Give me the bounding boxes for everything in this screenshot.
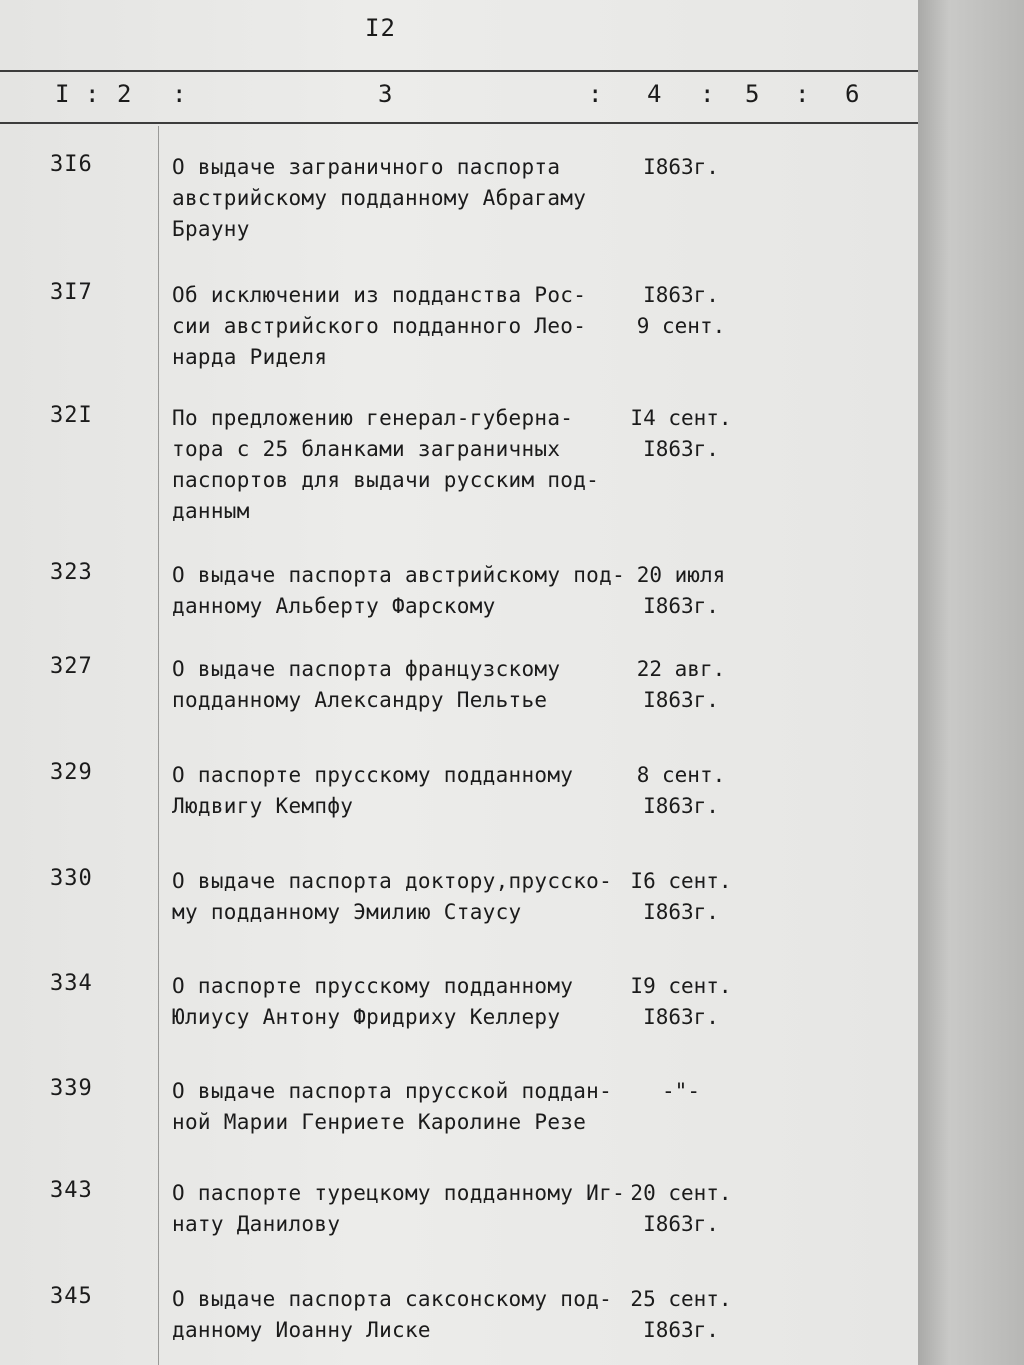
case-date: I863г. [643,155,719,179]
case-title: О выдаче паспорта французскому подданному Александру Пельтье [172,657,561,712]
case-title: О выдаче паспорта австрийскому под- данному Альберту Фарскому [172,563,626,618]
case-number: 330 [50,866,93,891]
case-number: 329 [50,760,93,785]
page-edge-background [918,0,1024,1365]
header-sep-3: : [588,80,603,108]
case-number: 323 [50,560,93,585]
page-number: I2 [365,14,396,42]
header-col-3: 3 [378,80,393,108]
column-divider [158,126,159,1365]
header-col-2: 2 [117,80,132,108]
header-bottom-rule [0,122,918,124]
header-sep-4: : [700,80,715,108]
header-col-4: 4 [647,80,662,108]
case-title: О выдаче заграничного паспорта австрийскому подданному Абрагаму Брауну [172,155,587,241]
case-title: О выдаче паспорта доктору,прусско- му подданному Эмилию Стаусу [172,869,613,924]
case-title: Об исключении из подданства Рос- сии австрийского подданного Лео- нарда Риделя [172,283,587,369]
case-date: I6 сент. I863г. [630,869,732,924]
case-title: О паспорте прусскому подданному Юлиусу Антону Фридриху Келлеру [172,974,574,1029]
case-number: 343 [50,1178,93,1203]
case-date: I9 сент. I863г. [630,974,732,1029]
case-date: 22 авг. I863г. [636,657,726,712]
header-sep-2: : [172,80,187,108]
case-date: 20 сент. I863г. [630,1181,732,1236]
case-date: I4 сент. I863г. [630,406,732,461]
case-number: 327 [50,654,93,679]
header-col-6: 6 [845,80,860,108]
case-title: О выдаче паспорта прусской поддан- ной Марии Генриете Каролине Резе [172,1079,613,1134]
case-date: 20 июля I863г. [636,563,726,618]
case-title: О выдаче паспорта саксонскому под- данному Иоанну Лиске [172,1287,613,1342]
case-date: I863г. 9 сент. [636,283,726,338]
case-number: 334 [50,971,93,996]
case-number: 339 [50,1076,93,1101]
header-sep-5: : [795,80,810,108]
case-date: -"- [662,1079,700,1103]
header-col-1: I [55,80,70,108]
case-title: По предложению генерал-губерна- тора с 25 бланками заграничных паспортов для выдачи русским под- данным [172,406,600,523]
case-date: 8 сент. I863г. [636,763,726,818]
case-title: О паспорте прусскому подданному Людвигу Кемпфу [172,763,574,818]
case-number: 3I7 [50,280,93,305]
header-top-rule [0,70,918,72]
header-col-5: 5 [745,80,760,108]
case-number: 3I6 [50,152,93,177]
header-sep-1: : [85,80,100,108]
case-number: 32I [50,403,93,428]
case-date: 25 сент. I863г. [630,1287,732,1342]
case-number: 345 [50,1284,93,1309]
case-title: О паспорте турецкому подданному Иг- нату Данилову [172,1181,626,1236]
